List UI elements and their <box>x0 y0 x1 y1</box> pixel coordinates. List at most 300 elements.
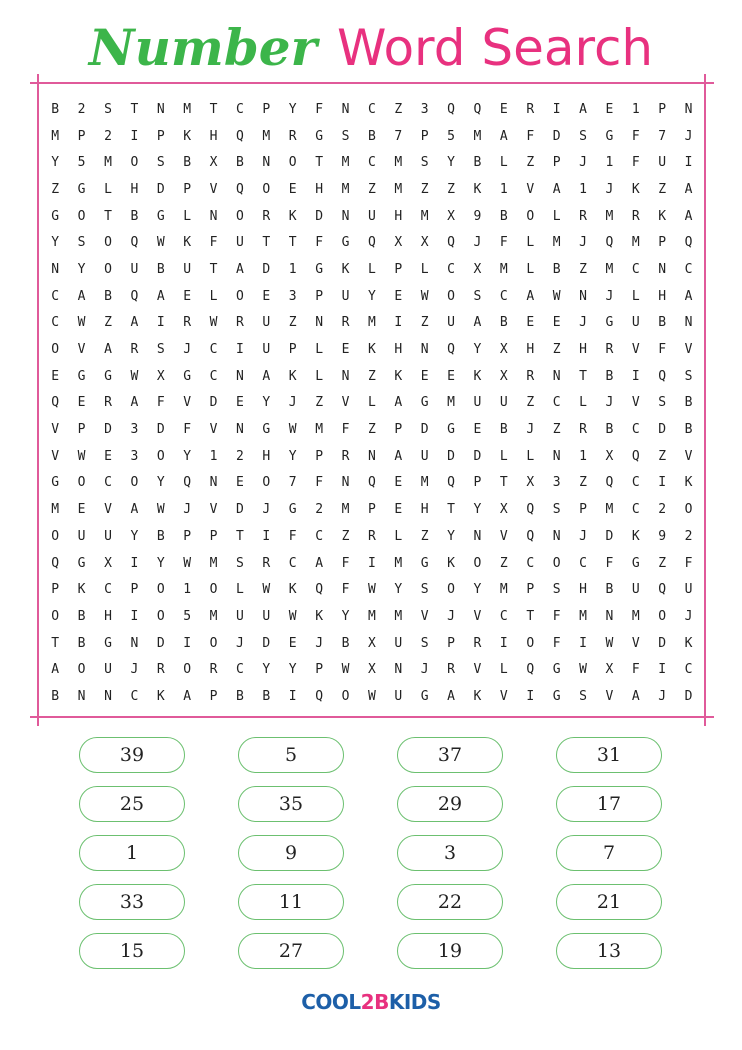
grid-cell[interactable]: F <box>631 128 640 144</box>
grid-cell[interactable]: J <box>579 528 587 544</box>
grid-cell[interactable]: N <box>262 155 271 171</box>
grid-cell[interactable]: I <box>130 128 139 144</box>
grid-cell[interactable]: Q <box>684 235 693 251</box>
grid-cell[interactable]: A <box>684 181 693 197</box>
grid-cell[interactable]: O <box>473 555 482 571</box>
grid-cell[interactable]: F <box>315 235 324 251</box>
grid-cell[interactable]: P <box>526 582 535 598</box>
grid-cell[interactable]: D <box>262 635 271 651</box>
grid-cell[interactable]: F <box>631 155 640 171</box>
grid-cell[interactable]: P <box>658 101 667 117</box>
grid-cell[interactable]: N <box>605 608 614 624</box>
grid-cell[interactable]: Q <box>526 502 535 518</box>
grid-cell[interactable]: E <box>552 315 561 331</box>
grid-cell[interactable]: R <box>579 422 587 438</box>
grid-cell[interactable]: M <box>394 555 403 571</box>
grid-cell[interactable]: M <box>51 502 60 518</box>
grid-cell[interactable]: O <box>341 688 350 704</box>
grid-cell[interactable]: M <box>394 608 403 624</box>
grid-cell[interactable]: C <box>288 555 297 571</box>
grid-cell[interactable]: A <box>684 208 693 224</box>
grid-cell[interactable]: Q <box>51 395 60 411</box>
grid-cell[interactable]: V <box>341 395 350 411</box>
grid-cell[interactable]: J <box>579 155 587 171</box>
grid-cell[interactable]: X <box>367 635 376 651</box>
grid-cell[interactable]: U <box>104 528 112 544</box>
grid-cell[interactable]: C <box>367 101 376 117</box>
grid-cell[interactable]: M <box>51 128 60 144</box>
grid-cell[interactable]: X <box>473 261 482 277</box>
grid-cell[interactable]: O <box>684 502 693 518</box>
grid-cell[interactable]: H <box>526 342 535 358</box>
grid-cell[interactable]: 7 <box>658 128 667 144</box>
grid-cell[interactable]: Y <box>473 502 482 518</box>
grid-cell[interactable]: L <box>315 368 324 384</box>
grid-cell[interactable]: B <box>658 315 667 331</box>
grid-cell[interactable]: V <box>473 662 482 678</box>
grid-cell[interactable]: O <box>209 582 218 598</box>
grid-cell[interactable]: 2 <box>104 128 112 144</box>
grid-cell[interactable]: H <box>262 448 271 464</box>
grid-cell[interactable]: 7 <box>288 475 297 491</box>
grid-cell[interactable]: L <box>499 662 508 678</box>
grid-cell[interactable]: L <box>631 288 640 304</box>
grid-cell[interactable]: G <box>104 635 112 651</box>
grid-cell[interactable]: A <box>526 288 535 304</box>
grid-cell[interactable]: T <box>130 101 139 117</box>
grid-cell[interactable]: U <box>394 688 403 704</box>
grid-cell[interactable]: V <box>499 528 508 544</box>
grid-cell[interactable]: Z <box>51 181 60 197</box>
grid-cell[interactable]: R <box>526 368 535 384</box>
grid-cell[interactable]: J <box>183 502 192 518</box>
grid-cell[interactable]: M <box>209 555 218 571</box>
grid-cell[interactable]: G <box>183 368 192 384</box>
grid-cell[interactable]: L <box>315 342 324 358</box>
grid-cell[interactable]: W <box>130 368 139 384</box>
grid-cell[interactable]: F <box>341 422 350 438</box>
grid-cell[interactable]: R <box>288 128 297 144</box>
grid-cell[interactable]: S <box>156 342 165 358</box>
grid-cell[interactable]: E <box>473 422 482 438</box>
grid-cell[interactable]: 1 <box>579 181 587 197</box>
grid-cell[interactable]: X <box>499 342 508 358</box>
grid-cell[interactable]: A <box>51 662 60 678</box>
grid-cell[interactable]: Y <box>130 528 139 544</box>
grid-cell[interactable]: H <box>658 288 667 304</box>
grid-cell[interactable]: L <box>367 261 376 277</box>
grid-cell[interactable]: L <box>104 181 112 197</box>
grid-cell[interactable]: Q <box>658 368 667 384</box>
grid-cell[interactable]: F <box>341 555 350 571</box>
grid-cell[interactable]: G <box>288 502 297 518</box>
grid-cell[interactable]: Q <box>447 235 455 251</box>
grid-cell[interactable]: E <box>447 368 455 384</box>
grid-cell[interactable]: M <box>341 502 350 518</box>
grid-cell[interactable]: B <box>552 261 561 277</box>
grid-cell[interactable]: T <box>447 502 455 518</box>
grid-cell[interactable]: Z <box>579 475 587 491</box>
grid-cell[interactable]: V <box>209 422 218 438</box>
grid-cell[interactable]: N <box>130 635 139 651</box>
grid-cell[interactable]: 1 <box>183 582 192 598</box>
grid-cell[interactable]: F <box>631 662 640 678</box>
grid-cell[interactable]: N <box>552 368 561 384</box>
grid-cell[interactable]: D <box>104 422 112 438</box>
grid-cell[interactable]: F <box>341 582 350 598</box>
grid-cell[interactable]: W <box>288 422 297 438</box>
grid-cell[interactable]: T <box>579 368 587 384</box>
grid-cell[interactable]: S <box>552 582 561 598</box>
grid-cell[interactable]: S <box>552 502 561 518</box>
grid-cell[interactable]: C <box>631 261 640 277</box>
grid-cell[interactable]: U <box>77 528 86 544</box>
grid-cell[interactable]: Q <box>367 235 376 251</box>
grid-cell[interactable]: W <box>367 688 376 704</box>
grid-cell[interactable]: R <box>473 635 482 651</box>
grid-cell[interactable]: Y <box>262 395 271 411</box>
grid-cell[interactable]: M <box>605 502 614 518</box>
grid-cell[interactable]: V <box>684 448 693 464</box>
grid-cell[interactable]: Y <box>262 662 271 678</box>
grid-cell[interactable]: G <box>631 555 640 571</box>
grid-cell[interactable]: Z <box>658 448 667 464</box>
grid-cell[interactable]: S <box>420 155 429 171</box>
grid-cell[interactable]: C <box>631 422 640 438</box>
grid-cell[interactable]: O <box>552 555 561 571</box>
grid-cell[interactable]: G <box>156 208 165 224</box>
grid-cell[interactable]: B <box>77 608 86 624</box>
grid-cell[interactable]: C <box>684 261 693 277</box>
grid-cell[interactable]: V <box>104 502 112 518</box>
grid-cell[interactable]: N <box>341 368 350 384</box>
grid-cell[interactable]: U <box>367 208 376 224</box>
grid-cell[interactable]: Y <box>394 582 403 598</box>
grid-cell[interactable]: H <box>394 208 403 224</box>
grid-cell[interactable]: I <box>130 608 139 624</box>
grid-cell[interactable]: C <box>631 502 640 518</box>
grid-cell[interactable]: U <box>658 155 667 171</box>
grid-cell[interactable]: A <box>552 181 561 197</box>
grid-cell[interactable]: N <box>420 342 429 358</box>
grid-cell[interactable]: P <box>315 662 324 678</box>
grid-cell[interactable]: L <box>236 582 244 598</box>
grid-cell[interactable]: Q <box>605 235 614 251</box>
grid-cell[interactable]: 5 <box>447 128 455 144</box>
grid-cell[interactable]: P <box>77 422 86 438</box>
grid-cell[interactable]: A <box>394 448 403 464</box>
grid-cell[interactable]: S <box>104 101 112 117</box>
grid-cell[interactable]: B <box>236 155 244 171</box>
grid-cell[interactable]: J <box>236 635 244 651</box>
grid-cell[interactable]: L <box>526 235 535 251</box>
grid-cell[interactable]: R <box>631 208 640 224</box>
grid-cell[interactable]: M <box>341 181 350 197</box>
grid-cell[interactable]: L <box>526 261 535 277</box>
grid-cell[interactable]: B <box>130 208 139 224</box>
grid-cell[interactable]: K <box>684 635 693 651</box>
grid-cell[interactable]: C <box>209 342 218 358</box>
grid-cell[interactable]: B <box>367 128 376 144</box>
grid-cell[interactable]: F <box>526 128 535 144</box>
grid-cell[interactable]: G <box>552 688 561 704</box>
grid-cell[interactable]: B <box>473 155 482 171</box>
grid-cell[interactable]: E <box>77 502 86 518</box>
grid-cell[interactable]: N <box>51 261 60 277</box>
grid-cell[interactable]: X <box>499 502 508 518</box>
grid-cell[interactable]: L <box>579 395 587 411</box>
grid-cell[interactable]: N <box>341 475 350 491</box>
grid-cell[interactable]: R <box>341 448 350 464</box>
grid-cell[interactable]: K <box>447 555 455 571</box>
grid-cell[interactable]: V <box>51 448 60 464</box>
grid-cell[interactable]: W <box>420 288 429 304</box>
grid-cell[interactable]: J <box>420 662 429 678</box>
grid-cell[interactable]: V <box>473 608 482 624</box>
grid-cell[interactable]: O <box>77 208 86 224</box>
grid-cell[interactable]: T <box>288 235 297 251</box>
grid-cell[interactable]: U <box>473 395 482 411</box>
grid-cell[interactable]: Y <box>447 528 455 544</box>
grid-cell[interactable]: N <box>315 315 324 331</box>
grid-cell[interactable]: A <box>77 288 86 304</box>
grid-cell[interactable]: M <box>367 315 376 331</box>
grid-cell[interactable]: E <box>420 368 429 384</box>
grid-cell[interactable]: O <box>262 181 271 197</box>
grid-cell[interactable]: W <box>209 315 218 331</box>
grid-cell[interactable]: C <box>579 555 587 571</box>
grid-cell[interactable]: A <box>262 368 271 384</box>
grid-cell[interactable]: O <box>236 208 244 224</box>
grid-cell[interactable]: Z <box>420 528 429 544</box>
grid-cell[interactable]: G <box>262 422 271 438</box>
grid-cell[interactable]: G <box>77 368 86 384</box>
grid-cell[interactable]: N <box>236 422 244 438</box>
grid-cell[interactable]: Q <box>367 475 376 491</box>
grid-cell[interactable]: C <box>130 688 139 704</box>
grid-cell[interactable]: E <box>262 288 271 304</box>
grid-cell[interactable]: P <box>156 128 165 144</box>
grid-cell[interactable]: J <box>684 608 693 624</box>
grid-cell[interactable]: 9 <box>473 208 482 224</box>
grid-cell[interactable]: I <box>367 555 376 571</box>
grid-cell[interactable]: X <box>605 662 614 678</box>
grid-cell[interactable]: O <box>156 608 165 624</box>
grid-cell[interactable]: B <box>183 155 192 171</box>
grid-cell[interactable]: Y <box>156 475 165 491</box>
grid-cell[interactable]: 9 <box>658 528 667 544</box>
grid-cell[interactable]: J <box>526 422 535 438</box>
grid-cell[interactable]: K <box>183 128 192 144</box>
grid-cell[interactable]: Y <box>473 582 482 598</box>
grid-cell[interactable]: G <box>104 368 112 384</box>
grid-cell[interactable]: J <box>658 688 667 704</box>
grid-cell[interactable]: A <box>579 101 587 117</box>
grid-cell[interactable]: X <box>209 155 218 171</box>
grid-cell[interactable]: T <box>104 208 112 224</box>
grid-cell[interactable]: K <box>473 688 482 704</box>
grid-cell[interactable]: O <box>262 475 271 491</box>
grid-cell[interactable]: O <box>104 235 112 251</box>
grid-cell[interactable]: R <box>236 315 244 331</box>
grid-cell[interactable]: P <box>77 128 86 144</box>
grid-cell[interactable]: R <box>367 528 376 544</box>
grid-cell[interactable]: R <box>526 101 535 117</box>
grid-cell[interactable]: F <box>684 555 693 571</box>
grid-cell[interactable]: G <box>51 208 60 224</box>
grid-cell[interactable]: S <box>420 582 429 598</box>
grid-cell[interactable]: R <box>447 662 455 678</box>
grid-cell[interactable]: I <box>183 635 192 651</box>
grid-cell[interactable]: T <box>51 635 60 651</box>
grid-cell[interactable]: J <box>605 288 614 304</box>
grid-cell[interactable]: H <box>130 181 139 197</box>
grid-cell[interactable]: U <box>262 315 271 331</box>
grid-cell[interactable]: P <box>262 101 271 117</box>
grid-cell[interactable]: A <box>156 288 165 304</box>
grid-cell[interactable]: E <box>51 368 60 384</box>
grid-cell[interactable]: K <box>394 368 403 384</box>
grid-cell[interactable]: I <box>579 635 587 651</box>
grid-cell[interactable]: M <box>209 608 218 624</box>
grid-cell[interactable]: G <box>77 555 86 571</box>
grid-cell[interactable]: W <box>288 608 297 624</box>
grid-cell[interactable]: U <box>684 582 693 598</box>
grid-cell[interactable]: E <box>288 635 297 651</box>
grid-cell[interactable]: J <box>605 181 614 197</box>
grid-cell[interactable]: P <box>209 688 218 704</box>
grid-cell[interactable]: D <box>605 528 614 544</box>
grid-cell[interactable]: 7 <box>394 128 403 144</box>
grid-cell[interactable]: B <box>51 101 60 117</box>
grid-cell[interactable]: Q <box>236 181 244 197</box>
grid-cell[interactable]: M <box>499 582 508 598</box>
grid-cell[interactable]: G <box>420 395 429 411</box>
grid-cell[interactable]: U <box>447 315 455 331</box>
grid-cell[interactable]: Z <box>367 422 376 438</box>
grid-cell[interactable]: U <box>631 582 640 598</box>
grid-cell[interactable]: A <box>684 288 693 304</box>
grid-cell[interactable]: V <box>684 342 693 358</box>
grid-cell[interactable]: P <box>209 528 218 544</box>
grid-cell[interactable]: I <box>658 475 667 491</box>
grid-cell[interactable]: M <box>631 235 640 251</box>
grid-cell[interactable]: 2 <box>658 502 667 518</box>
grid-cell[interactable]: U <box>499 395 508 411</box>
grid-cell[interactable]: H <box>579 582 587 598</box>
grid-cell[interactable]: C <box>684 662 693 678</box>
grid-cell[interactable]: N <box>473 528 482 544</box>
grid-cell[interactable]: S <box>341 128 350 144</box>
grid-cell[interactable]: B <box>236 688 244 704</box>
grid-cell[interactable]: W <box>579 662 587 678</box>
grid-cell[interactable]: W <box>552 288 561 304</box>
grid-cell[interactable]: H <box>209 128 218 144</box>
grid-cell[interactable]: W <box>605 635 614 651</box>
grid-cell[interactable]: P <box>367 502 376 518</box>
grid-cell[interactable]: D <box>658 635 667 651</box>
grid-cell[interactable]: V <box>526 181 535 197</box>
grid-cell[interactable]: W <box>183 555 192 571</box>
grid-cell[interactable]: K <box>473 181 482 197</box>
grid-cell[interactable]: V <box>77 342 86 358</box>
grid-cell[interactable]: J <box>579 315 587 331</box>
grid-cell[interactable]: O <box>447 582 455 598</box>
grid-cell[interactable]: E <box>341 342 350 358</box>
grid-cell[interactable]: 2 <box>236 448 244 464</box>
grid-cell[interactable]: C <box>236 662 244 678</box>
grid-cell[interactable]: W <box>77 448 86 464</box>
grid-cell[interactable]: B <box>156 528 165 544</box>
grid-cell[interactable]: V <box>631 342 640 358</box>
grid-cell[interactable]: E <box>183 288 192 304</box>
grid-cell[interactable]: I <box>684 155 693 171</box>
grid-cell[interactable]: V <box>631 635 640 651</box>
grid-cell[interactable]: N <box>684 315 693 331</box>
grid-cell[interactable]: U <box>262 342 271 358</box>
grid-cell[interactable]: E <box>236 475 244 491</box>
grid-cell[interactable]: E <box>288 181 297 197</box>
grid-cell[interactable]: B <box>605 582 614 598</box>
grid-cell[interactable]: O <box>156 582 165 598</box>
grid-cell[interactable]: Z <box>526 155 535 171</box>
grid-cell[interactable]: I <box>262 528 271 544</box>
grid-cell[interactable]: G <box>51 475 60 491</box>
grid-cell[interactable]: Z <box>420 315 429 331</box>
grid-cell[interactable]: J <box>183 342 192 358</box>
grid-cell[interactable]: M <box>420 208 429 224</box>
grid-cell[interactable]: M <box>367 608 376 624</box>
grid-cell[interactable]: Z <box>315 395 324 411</box>
grid-cell[interactable]: J <box>447 608 455 624</box>
grid-cell[interactable]: O <box>658 608 667 624</box>
grid-cell[interactable]: Z <box>552 342 561 358</box>
grid-cell[interactable]: Y <box>288 448 297 464</box>
grid-cell[interactable]: B <box>605 422 614 438</box>
grid-cell[interactable]: R <box>104 395 112 411</box>
grid-cell[interactable]: C <box>104 582 112 598</box>
grid-cell[interactable]: U <box>104 662 112 678</box>
grid-cell[interactable]: N <box>156 101 165 117</box>
grid-cell[interactable]: W <box>262 582 271 598</box>
grid-cell[interactable]: U <box>183 261 192 277</box>
grid-cell[interactable]: T <box>209 101 218 117</box>
grid-cell[interactable]: 5 <box>183 608 192 624</box>
grid-cell[interactable]: Z <box>394 101 403 117</box>
grid-cell[interactable]: Z <box>658 555 667 571</box>
grid-cell[interactable]: H <box>104 608 112 624</box>
grid-cell[interactable]: K <box>156 688 165 704</box>
grid-cell[interactable]: W <box>367 582 376 598</box>
grid-cell[interactable]: Y <box>156 555 165 571</box>
grid-cell[interactable]: 3 <box>420 101 429 117</box>
grid-cell[interactable]: O <box>183 662 192 678</box>
grid-cell[interactable]: O <box>104 261 112 277</box>
grid-cell[interactable]: O <box>77 475 86 491</box>
grid-cell[interactable]: Y <box>51 235 60 251</box>
grid-cell[interactable]: S <box>236 555 244 571</box>
grid-cell[interactable]: L <box>420 261 429 277</box>
grid-cell[interactable]: V <box>209 181 218 197</box>
grid-cell[interactable]: Q <box>605 475 614 491</box>
grid-cell[interactable]: P <box>183 528 192 544</box>
grid-cell[interactable]: 2 <box>315 502 324 518</box>
grid-cell[interactable]: 1 <box>579 448 587 464</box>
grid-cell[interactable]: B <box>262 688 271 704</box>
grid-cell[interactable]: K <box>288 582 297 598</box>
grid-cell[interactable]: J <box>288 395 297 411</box>
grid-cell[interactable]: B <box>605 368 614 384</box>
